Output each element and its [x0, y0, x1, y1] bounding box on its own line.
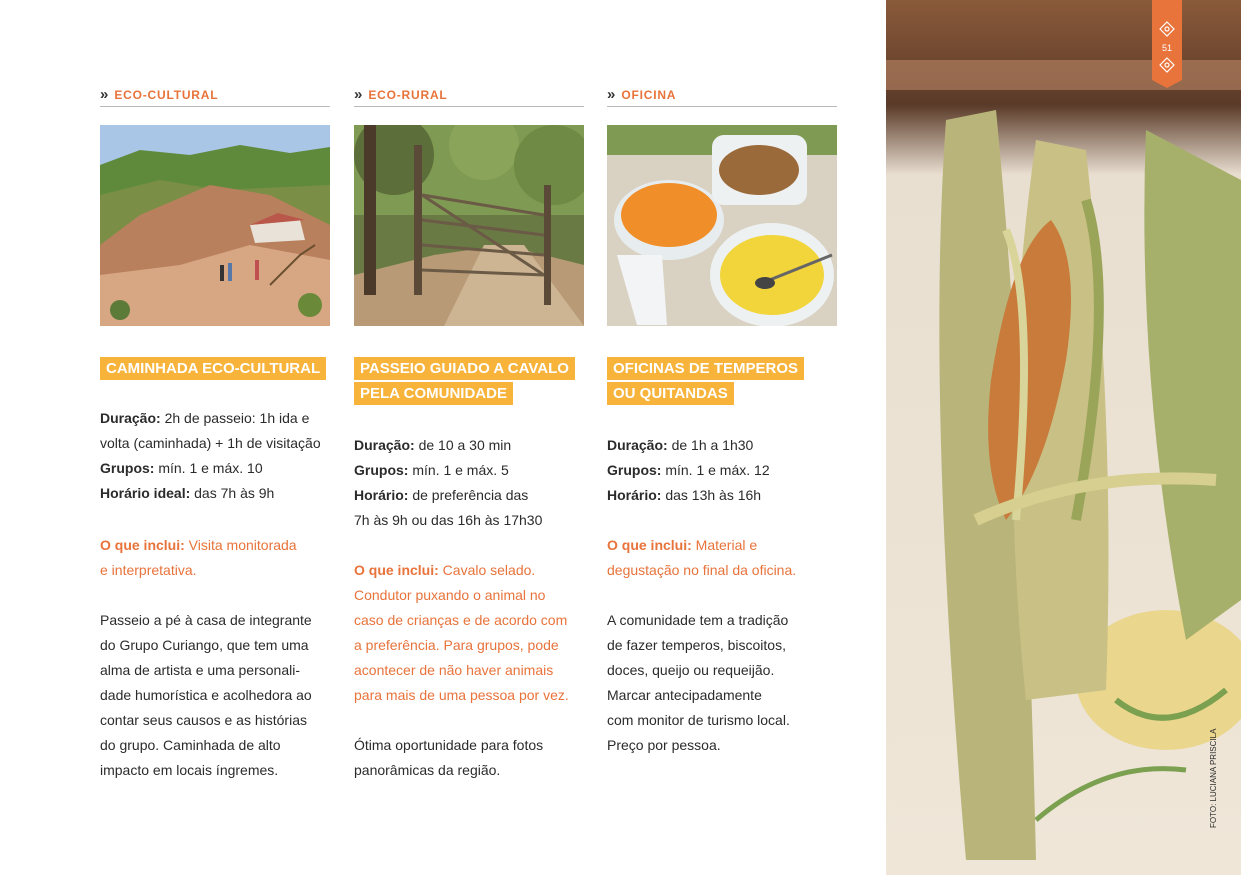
- photo-gate-trail: [354, 125, 584, 326]
- description-block: Passeio a pé à casa de integrante do Grupo Curiango, que tem uma alma de artista e uma personali- dade humorística e acolhedora ao contar seus causos e as histórias do grupo. Caminhada de alto impacto em locais íngremes.: [100, 612, 312, 778]
- duration-line-2: volta (caminhada) + 1h de visitação: [100, 435, 321, 451]
- activity-title: PASSEIO GUIADO A CAVALO PELA COMUNIDADE: [354, 356, 592, 406]
- groups-line: Grupos: mín. 1 e máx. 10: [100, 460, 263, 476]
- photo-credit: [1206, 700, 1220, 830]
- photo-hillside-walk: [100, 125, 330, 326]
- schedule-line: Horário: das 13h às 16h: [607, 487, 762, 503]
- activity-details: [100, 406, 340, 506]
- page-number: 51: [1161, 43, 1173, 53]
- includes-block: O que inclui: Visita monitorada e interpretativa.: [100, 537, 297, 578]
- activity-details: [354, 433, 594, 533]
- double-chevron-icon: »: [100, 86, 109, 103]
- category-header: [354, 86, 584, 107]
- includes-block: O que inclui: Material e degustação no final da oficina.: [607, 537, 797, 578]
- double-chevron-icon: »: [354, 86, 363, 103]
- schedule-line: Horário: de preferência das: [354, 487, 529, 503]
- duration-line: Duração: de 10 a 30 min: [354, 437, 512, 453]
- column-eco-rural: [354, 86, 584, 778]
- page-number-badge: [1152, 0, 1182, 88]
- activity-title: CAMINHADA ECO-CULTURAL: [100, 356, 338, 381]
- activity-details: [607, 433, 847, 508]
- column-oficina: [607, 86, 837, 753]
- category-label: ECO-RURAL: [368, 88, 448, 102]
- duration-line: Duração: de 1h a 1h30: [607, 437, 754, 453]
- column-eco-cultural: [100, 86, 330, 778]
- schedule-line: Horário ideal: das 7h às 9h: [100, 485, 275, 501]
- category-header: [607, 86, 837, 107]
- photo-credit-text: FOTO: LUCIANA PRISCILA: [1209, 728, 1218, 828]
- category-header: [100, 86, 330, 107]
- description-block: Ótima oportunidade para fotos panorâmicas da região.: [354, 737, 544, 778]
- category-label: OFICINA: [621, 88, 677, 102]
- double-chevron-icon: »: [607, 86, 616, 103]
- photo-food-bowls: [607, 125, 837, 326]
- duration-line: Duração: 2h de passeio: 1h ida e: [100, 410, 310, 426]
- activity-title: OFICINAS DE TEMPEROS OU QUITANDAS: [607, 356, 845, 406]
- schedule-line-2: 7h às 9h ou das 16h às 17h30: [354, 512, 543, 528]
- description-block: A comunidade tem a tradição de fazer temperos, biscoitos, doces, queijo ou requeijão. Marcar antecipadamente com monitor de turismo local. Preço por pessoa.: [607, 612, 790, 753]
- groups-line: Grupos: mín. 1 e máx. 12: [607, 462, 770, 478]
- includes-block: O que inclui: Cavalo selado. Condutor puxando o animal no caso de crianças e de acordo com a preferência. Para grupos, pode acontecer de não haver animais para mais de uma pessoa por vez.: [354, 562, 569, 703]
- side-photo-pamonhas: [886, 0, 1241, 875]
- groups-line: Grupos: mín. 1 e máx. 5: [354, 462, 509, 478]
- category-label: ECO-CULTURAL: [114, 88, 219, 102]
